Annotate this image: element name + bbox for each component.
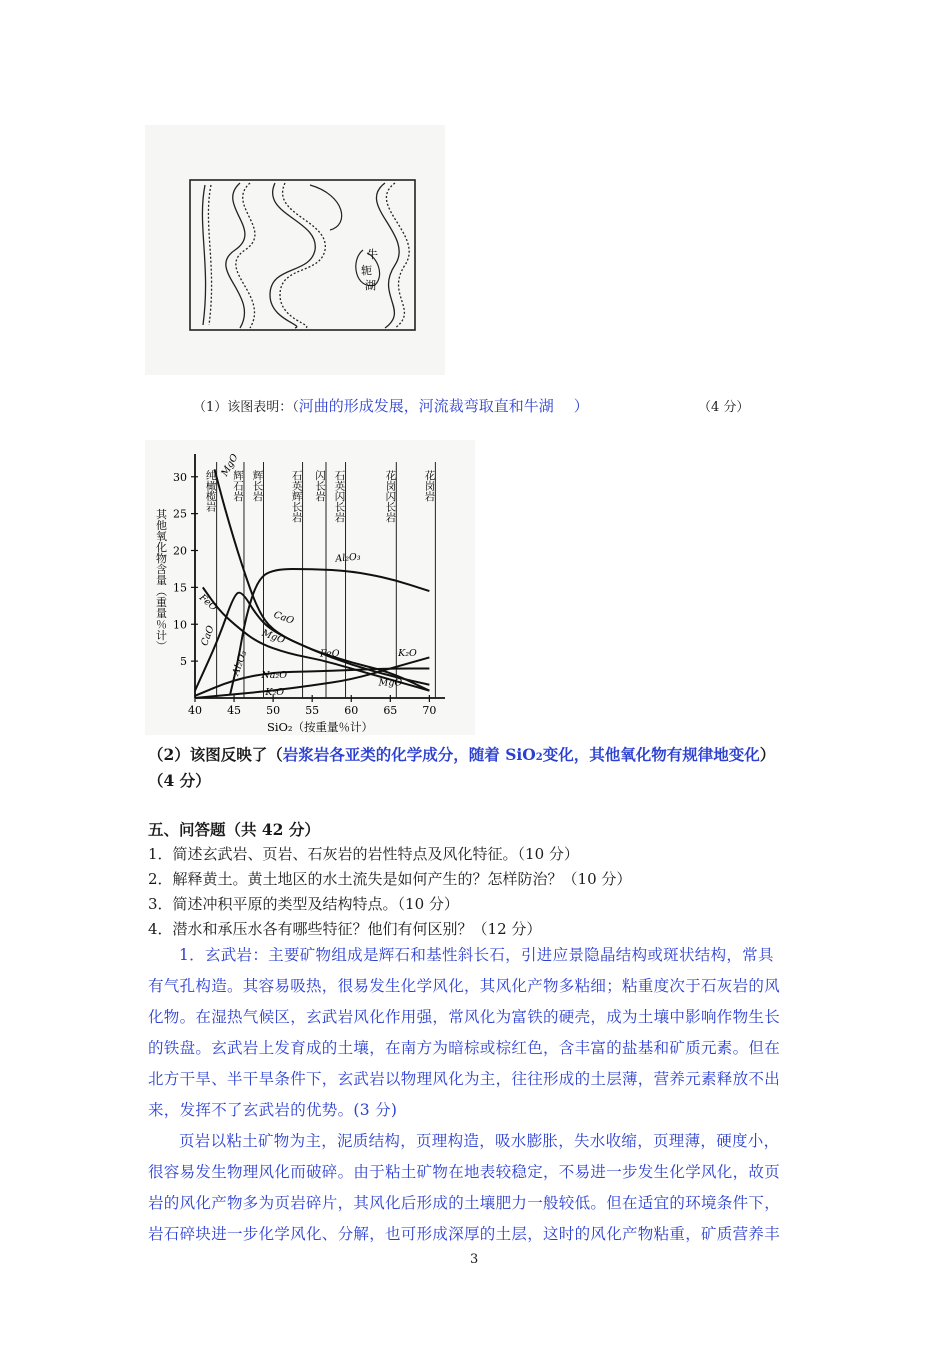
oxbow-label-3: 湖 — [365, 279, 376, 292]
question-3: 3．简述冲积平原的类型及结构特点。（10 分） — [148, 895, 459, 913]
answer-line: 的铁盘。玄武岩上发育成的土壤，在南方为暗棕或棕红色，含丰富的盐基和矿质元素。但在 — [148, 1039, 781, 1057]
y-tick-label: 25 — [173, 507, 187, 521]
page-number: 3 — [470, 1252, 479, 1267]
question-1: 1．简述玄武岩、页岩、石灰岩的岩性特点及风化特征。（10 分） — [148, 845, 579, 863]
curve-label: Na₂O — [261, 670, 287, 682]
figure1-caption: （1）该图表明：（河曲的形成发展，河流裁弯取直和牛湖 ） — [193, 397, 589, 415]
answer-line: 化物。在湿热气候区，玄武岩风化作用强，常风化为富铁的硬壳，成为土壤中影响作物生长 — [148, 1008, 781, 1026]
x-tick-label: 45 — [227, 704, 242, 717]
meander-figure — [145, 125, 445, 375]
curve-label: FeO — [320, 648, 340, 660]
question-2: 2．解释黄土。黄土地区的水土流失是如何产生的？怎样防治？（10 分） — [148, 870, 632, 888]
answer-line: 岩的风化产物多为页岩碎片，其风化后形成的土壤肥力一般较低。但在适宜的环境条件下， — [148, 1194, 781, 1212]
x-tick-label: 40 — [188, 704, 202, 717]
curve-label: CaO — [272, 609, 296, 627]
y-tick-label: 5 — [180, 655, 187, 669]
rock-type-label: 闪长岩 — [314, 470, 326, 502]
section-heading: 五、问答题（共 42 分） — [148, 820, 320, 839]
y-tick-label: 20 — [173, 544, 187, 558]
meander-diagram — [145, 125, 445, 375]
curve-label: Al₂O₃ — [334, 551, 362, 565]
answer-paragraph-basalt — [148, 940, 828, 1250]
oxide-chart-svg — [145, 440, 475, 735]
curve-label: K₂O — [398, 647, 417, 659]
rock-type-label: 辉长岩 — [251, 470, 264, 502]
answer-line: 很容易发生物理风化而破碎。由于粘土矿物在地表较稳定，不易进一步发生化学风化，故页 — [148, 1163, 781, 1181]
x-tick-label: 70 — [422, 704, 437, 717]
x-tick-label: 50 — [266, 704, 281, 717]
oxide-chart — [145, 440, 475, 735]
rock-type-label: 花岗岩 — [423, 470, 436, 502]
answer-line: 北方干旱、半干旱条件下，玄武岩以物理风化为主，往往形成的土层薄，营养元素释放不出 — [148, 1070, 781, 1088]
rock-type-label: 纯橄榄岩 — [204, 470, 217, 512]
y-tick-label: 15 — [173, 581, 187, 595]
oxbow-label-1: 牛 — [367, 248, 378, 261]
rock-type-label: 辉石岩 — [231, 470, 244, 502]
rock-type-label: 花岗闪长岩 — [384, 470, 397, 523]
answer-line: 来，发挥不了玄武岩的优势。(3 分) — [148, 1101, 398, 1119]
series-line-CaO — [195, 593, 429, 691]
answer-line: 岩石碎块进一步化学风化、分解，也可形成深厚的土层，这时的风化产物粘重，矿质营养丰 — [148, 1225, 781, 1243]
curve-label: K₂O — [265, 687, 285, 699]
curve-label: CaO — [199, 624, 217, 648]
curve-label: MgO — [378, 677, 403, 689]
y-tick-label: 10 — [173, 618, 187, 632]
x-axis-label: SiO₂（按重量％计） — [266, 720, 374, 734]
curve-label: FeO — [196, 592, 219, 614]
figure2-score: （4 分） — [148, 771, 211, 790]
rock-type-label: 石英闪长岩 — [333, 470, 346, 523]
answer-line: 页岩以粘土矿物为主，泥质结构，页理构造，吸水膨胀，失水收缩，页理薄，硬度小， — [179, 1132, 780, 1150]
answer-line: 1．玄武岩：主要矿物组成是辉石和基性斜长石，引进应景隐晶结构或斑状结构，常具 — [179, 946, 774, 964]
curve-label: MgO — [260, 627, 287, 647]
rock-type-label: 石英辉长岩 — [290, 470, 303, 523]
answer-line: 有气孔构造。其容易吸热，很易发生化学风化，其风化产物多粘细；粘重度次于石灰岩的风 — [148, 977, 781, 995]
figure1-score: （4 分） — [698, 400, 750, 415]
x-tick-label: 65 — [383, 704, 398, 717]
figure2-answer: （2）该图反映了（岩浆岩各亚类的化学成分，随着 SiO2变化，其他氧化物有规律地变化） — [148, 745, 776, 764]
y-tick-label: 30 — [173, 470, 187, 484]
x-tick-label: 55 — [305, 704, 320, 717]
curve-label: MgO — [219, 452, 241, 479]
x-tick-label: 60 — [344, 704, 359, 717]
y-axis-label: 其他氧化物含量（重量％计） — [154, 508, 168, 652]
oxbow-label-2: 轭 — [361, 264, 372, 277]
curve-label: Al₂O₃ — [230, 649, 250, 677]
question-4: 4．潜水和承压水各有哪些特征？他们有何区别？（12 分） — [148, 920, 542, 938]
